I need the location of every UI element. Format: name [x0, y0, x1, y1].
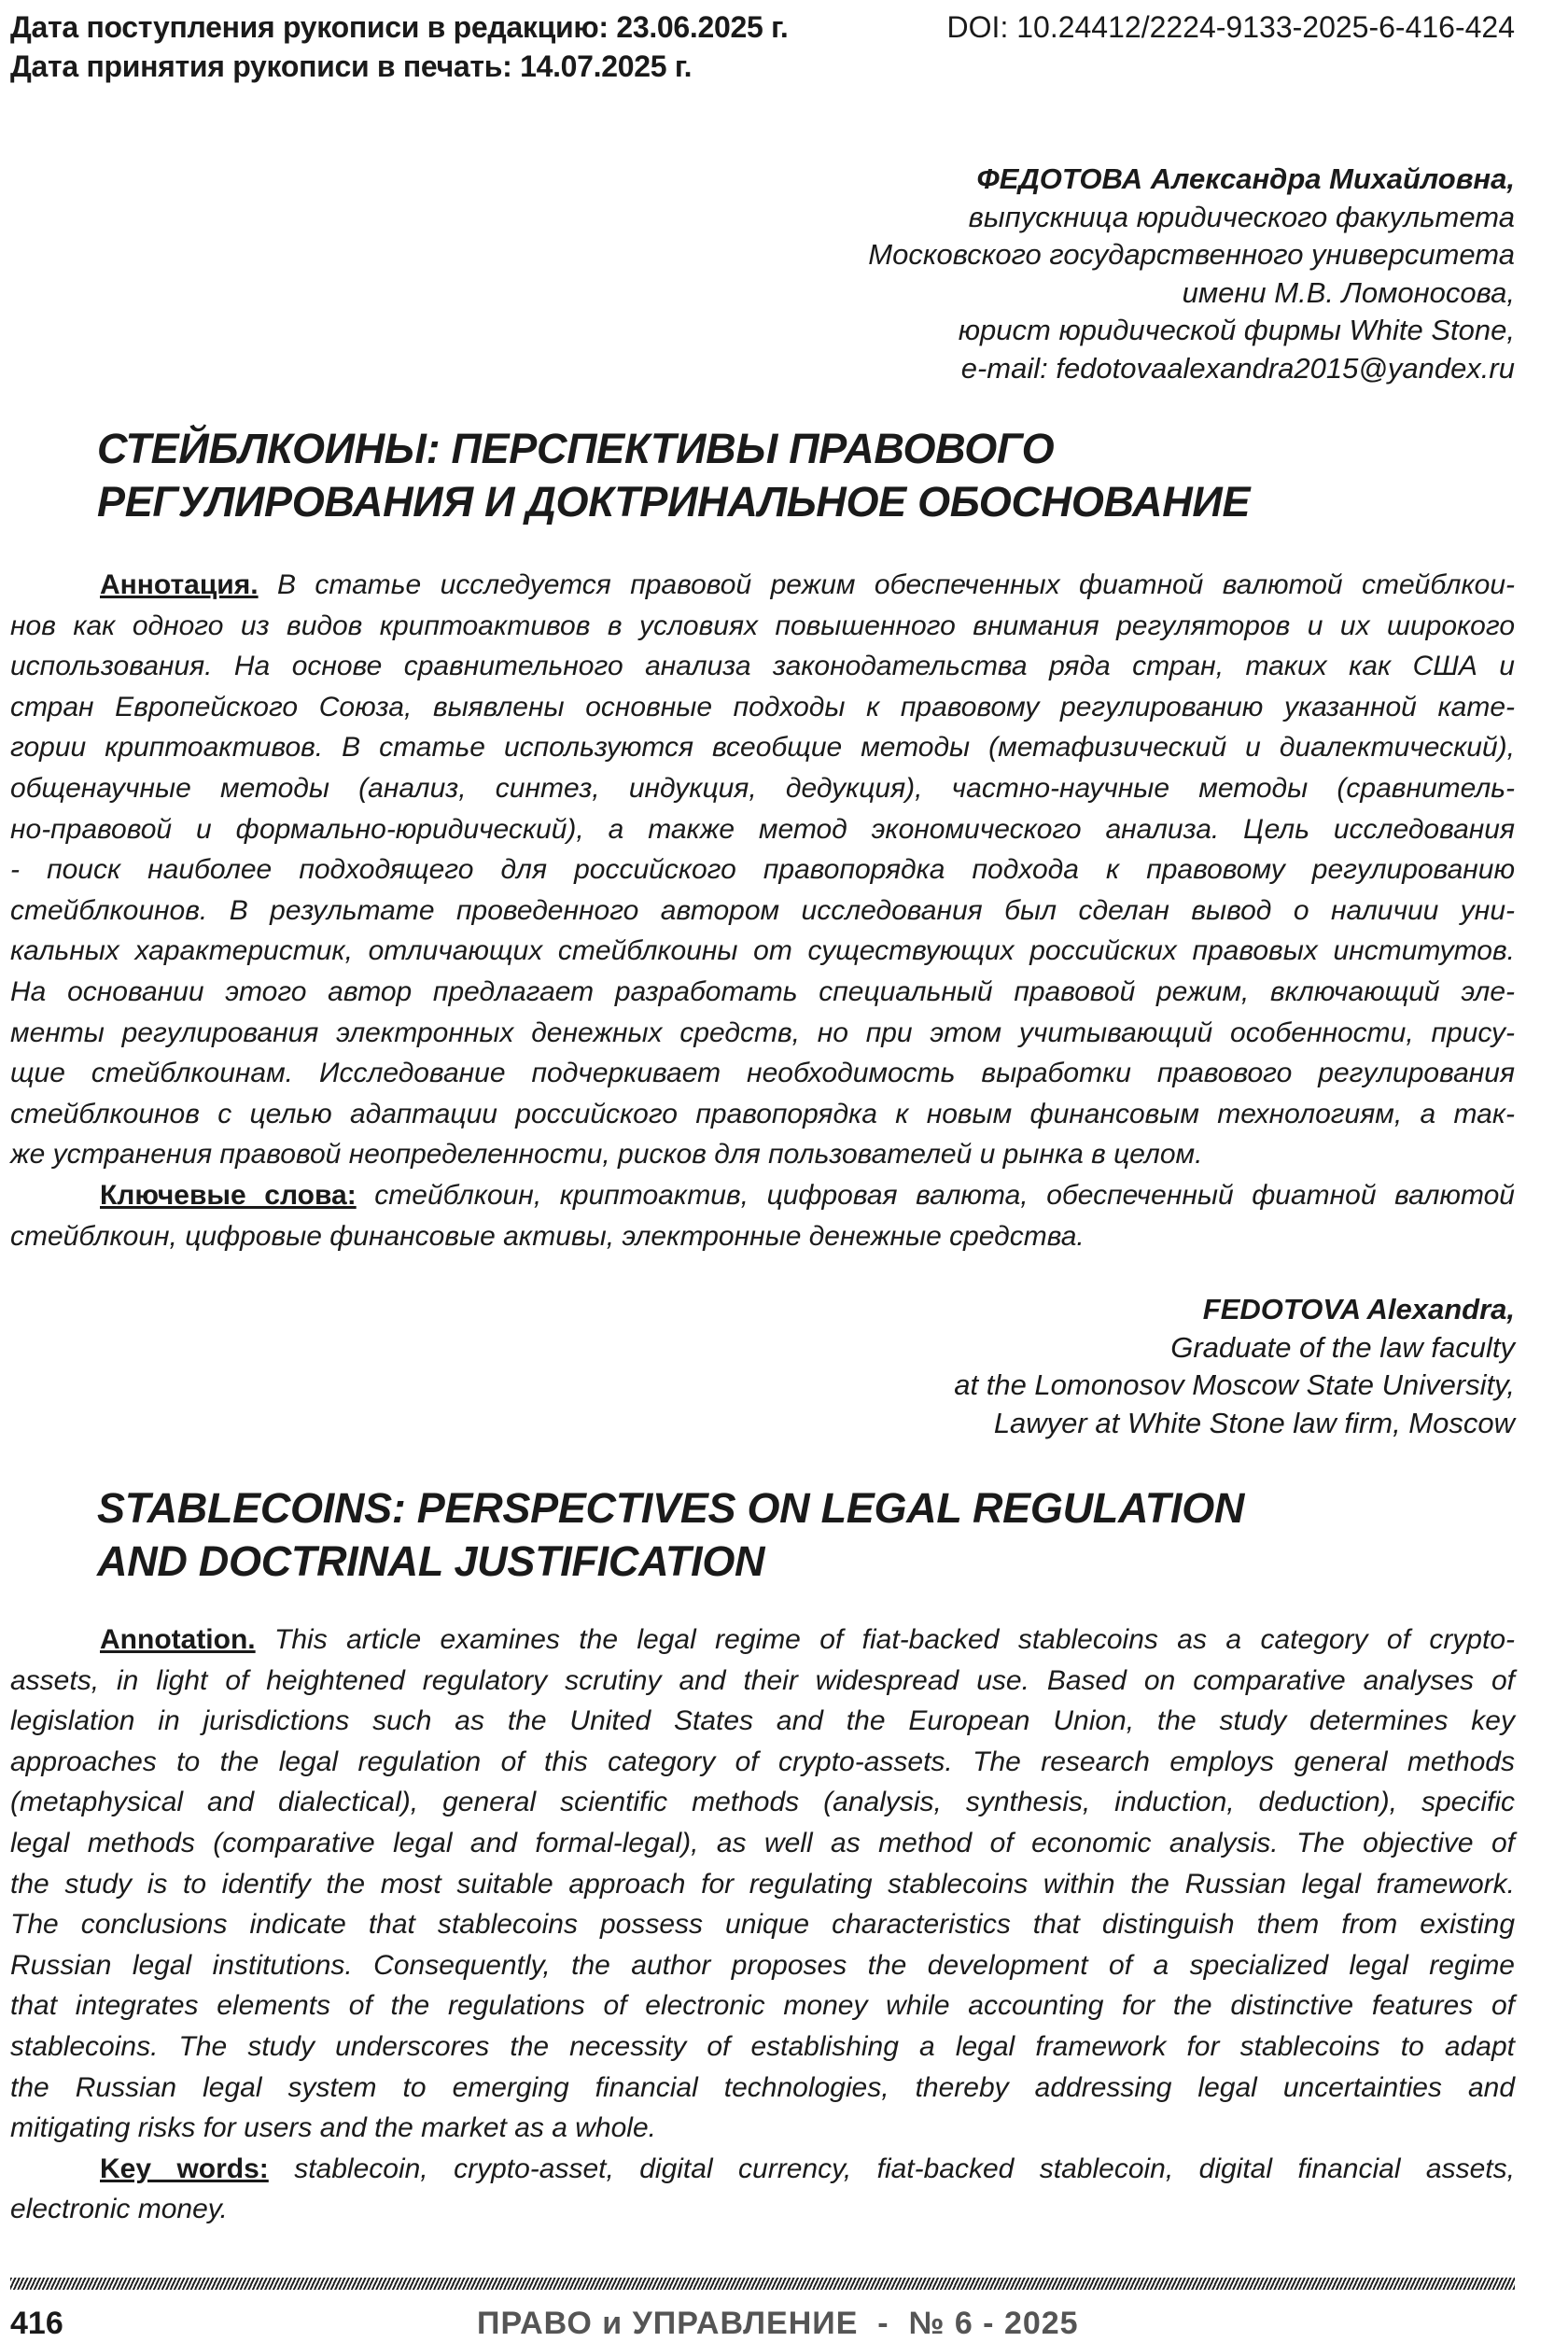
text-line	[10, 931, 1515, 972]
text-line	[10, 2026, 1515, 2068]
text-line	[10, 1701, 1515, 1742]
line-text: но-правовой и формально-юридический), а также метод экономического анализа. Цель исследования	[10, 813, 1515, 845]
author-name-ru: ФЕДОТОВА Александра Михайловна,	[976, 162, 1515, 195]
title-en	[97, 1481, 1244, 1588]
abstract-en	[10, 1620, 1515, 2230]
text-line	[10, 1053, 1515, 1094]
page-number: 416	[10, 2306, 63, 2341]
author-line: Lawyer at White Stone law firm, Moscow	[993, 1406, 1515, 1439]
author-block-en	[954, 1291, 1515, 1442]
accepted-date: Дата принятия рукописи в печать: 14.07.2025 г.	[10, 49, 693, 83]
text-line	[10, 727, 1515, 768]
line-text: stablecoins. The study underscores the necessity of establishing a legal framework for stablecoins to adapt	[10, 2030, 1515, 2062]
text-line	[10, 1823, 1515, 1864]
text-line	[10, 2108, 1515, 2149]
text-line	[10, 1945, 1515, 1986]
line-text: использования. На основе сравнительного анализа законодательства ряда стран, таких как США и	[10, 651, 1515, 682]
line-text: стейблкоинов. В результате проведенного автором исследования был сделан вывод о наличии уни-	[10, 894, 1515, 926]
line-text: The conclusions indicate that stablecoins possess unique characteristics that distinguish them from existing	[10, 1909, 1515, 1941]
abstract-ru	[10, 565, 1515, 1256]
line-text: стейблкоин, цифровые финансовые активы, электронные денежные средства.	[10, 1220, 1085, 1252]
text-line	[10, 565, 1515, 606]
line-text: стран Европейского Союза, выявлены основные подходы к правовому регулированию указанной кате-	[10, 691, 1515, 722]
section-label: Key words:	[100, 2153, 269, 2184]
text-line	[10, 809, 1515, 850]
line-text: (metaphysical and dialectical), general scientific methods (analysis, synthesis, induction, deduction), specific	[10, 1787, 1515, 1818]
line-text: гории криптоактивов. В статье используются всеобщие методы (метафизический и диалектический),	[10, 732, 1515, 764]
line-text: стейблкоин, криптоактив, цифровая валюта, обеспеченный фиатной валютой	[356, 1179, 1515, 1211]
section-label: Аннотация.	[100, 569, 259, 600]
text-line	[10, 687, 1515, 728]
line-text: assets, in light of heightened regulatory scrutiny and their widespread use. Based on comparative analyses of	[10, 1664, 1515, 1696]
author-line: Graduate of the law faculty	[1170, 1330, 1515, 1364]
author-line: Московского государственного университета	[868, 238, 1515, 271]
footer-rule	[10, 2278, 1515, 2290]
text-line	[10, 1216, 1515, 1257]
title-line: STABLECOINS: PERSPECTIVES ON LEGAL REGULATION	[97, 1484, 1245, 1532]
text-line	[10, 646, 1515, 687]
text-line	[10, 1175, 1515, 1216]
line-text: stablecoin, crypto-asset, digital currency, fiat-backed stablecoin, digital financial assets,	[268, 2153, 1515, 2184]
line-text: кальных характеристик, отличающих стейблкоины от существующих российских правовых институтов.	[10, 935, 1515, 967]
text-line	[10, 1985, 1515, 2026]
text-line	[10, 1620, 1515, 1661]
text-line	[10, 1742, 1515, 1783]
text-line	[10, 1661, 1515, 1702]
text-line	[10, 1134, 1515, 1175]
line-text: Russian legal institutions. Consequently, the author proposes the development of a specialized legal regime	[10, 1949, 1515, 1981]
line-text: that integrates elements of the regulations of electronic money while accounting for the distinctive features of	[10, 1990, 1515, 2022]
received-date: Дата поступления рукописи в редакцию: 23.06.2025 г.	[10, 10, 789, 44]
author-line: имени М.В. Ломоносова,	[1182, 275, 1515, 309]
line-text: В статье исследуется правовой режим обеспеченных фиатной валютой стейблкои-	[258, 569, 1515, 600]
text-line	[10, 849, 1515, 891]
text-line	[10, 972, 1515, 1013]
line-text: legal methods (comparative legal and formal-legal), as well as method of economic analysis. The objective of	[10, 1827, 1515, 1858]
line-text: - поиск наиболее подходящего для российского правопорядка подхода к правовому регулированию	[10, 854, 1515, 886]
line-text: нов как одного из видов криптоактивов в условиях повышенного внимания регуляторов и их широкого	[10, 610, 1515, 641]
line-text: щие стейблкоинам. Исследование подчеркивает необходимость выработки правового регулирования	[10, 1058, 1515, 1089]
title-line: СТЕЙБЛКОИНЫ: ПЕРСПЕКТИВЫ ПРАВОВОГО	[97, 425, 1055, 472]
title-line: РЕГУЛИРОВАНИЯ И ДОКТРИНАЛЬНОЕ ОБОСНОВАНИЕ	[97, 478, 1251, 526]
title-ru	[97, 422, 1250, 528]
text-line	[10, 2149, 1515, 2190]
section-label: Annotation.	[100, 1624, 256, 1655]
line-text: На основании этого автор предлагает разработать специальный правовой режим, включающий эле-	[10, 975, 1515, 1007]
title-line: AND DOCTRINAL JUSTIFICATION	[97, 1537, 765, 1585]
author-name-en: FEDOTOVA Alexandra,	[1202, 1293, 1515, 1325]
text-line	[10, 606, 1515, 647]
author-line: at the Lomonosov Moscow State University,	[954, 1368, 1515, 1401]
text-line	[10, 1782, 1515, 1823]
line-text: electronic money.	[10, 2194, 228, 2225]
text-line	[10, 1904, 1515, 1945]
line-text: approaches to the legal regulation of this category of crypto-assets. The research employs general methods	[10, 1746, 1515, 1777]
journal-name: ПРАВО и УПРАВЛЕНИЕ - № 6 - 2025	[477, 2306, 1079, 2341]
line-text: mitigating risks for users and the market as a whole.	[10, 2112, 656, 2144]
author-line: юрист юридической фирмы White Stone,	[958, 314, 1515, 346]
line-text: стейблкоинов с целью адаптации российского правопорядка к новым финансовым технологиям, а так-	[10, 1098, 1515, 1129]
author-line: выпускница юридического факультета	[968, 200, 1515, 233]
line-text: же устранения правовой неопределенности, рисков для пользователей и рынка в целом.	[10, 1139, 1203, 1171]
text-line	[10, 1013, 1515, 1054]
text-line	[10, 2189, 1515, 2230]
line-text: legislation in jurisdictions such as the United States and the European Union, the study determines key	[10, 1705, 1515, 1737]
text-line	[10, 768, 1515, 809]
line-text: менты регулирования электронных денежных средств, но при этом учитывающий особенности, прису-	[10, 1017, 1515, 1048]
line-text: the study is to identify the most suitable approach for regulating stablecoins within the Russian legal framework.	[10, 1868, 1515, 1900]
line-text: This article examines the legal regime of fiat-backed stablecoins as a category of crypto-	[255, 1624, 1515, 1655]
line-text: общенаучные методы (анализ, синтез, индукция, дедукция), частно-научные методы (сравнитель-	[10, 772, 1515, 804]
doi: DOI: 10.24412/2224-9133-2025-6-416-424	[946, 10, 1515, 44]
author-line: e-mail: fedotovaalexandra2015@yandex.ru	[960, 351, 1515, 385]
section-label: Ключевые слова:	[100, 1179, 357, 1211]
author-block-ru	[868, 161, 1515, 387]
text-line	[10, 1094, 1515, 1135]
line-text: the Russian legal system to emerging financial technologies, thereby addressing legal uncertainties and	[10, 2071, 1515, 2103]
text-line	[10, 891, 1515, 932]
text-line	[10, 2068, 1515, 2109]
text-line	[10, 1864, 1515, 1905]
